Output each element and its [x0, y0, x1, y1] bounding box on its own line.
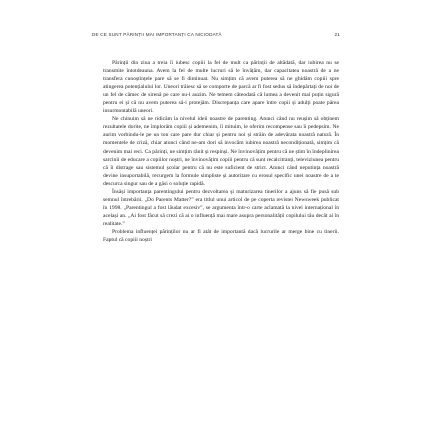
- paragraph: Ne chinuim să ne ridicăm la nivelul ideii noastre de parenting. Atunci când nu reușim să obținem rezultatele dorite, ne împlorăm copiii și ademenim, îi mituim, le oferim recompense sau îi pedepsim. Ne aurim vorbindu-le pe un ton care pare dur chiar și pentru noi și străin de adevărata noastră natură. În momentele de criză, chiar atunci când ne-am dori să invocăm iubirea noastră necondiționată, simțim că devenim mai reci. Ca părinți, ne simțim rănit și respinși. Ne învinovățim pentru că ne știm în îndeplinirea sarcinii de educare a copiilor noștri, ne învinovățim copiii pentru că sunt recalcitranți, televiziunea pentru că îi distrage sau sistemul școlar pentru că nu este suficient de strict. Atunci când neputința noastră devine insuportabilă, recurgem la formule simpliste și autoritare cu erosul specific unei noastre de a te descurca singur sau de a găsi o soluție rapidă.: [103, 116, 339, 187]
- body-text: [103, 59, 339, 244]
- paragraph: Problema influenței părinților nu ar fi atât de importantă dacă lucrurile ar merge bine cu tinerii. Faptul că copiii noștri: [103, 228, 339, 244]
- paragraph: Părinții din ziua a treia îi iubesc copiii la fel de mult ca părinții de altădată, dar iubirea nu se transmite întotdeauna. Avem la fel de multe lucruri să le învățăm, dar capacitatea noastră de a ne transfera cunoștințele pare să se fi diminuat. Nu simțim că avem puterea să ne ghidăm copiii spre atingerea potențialului lor. Uneori trăiesc să se comporte de parcă ar fi fost sedus să îndepărtați de noi de un fel de câmec de sirenă pe care nu-l auzim. Ne temem câteodată că lumea a devenit mai puțin sigură pentru ei și că nu avem puterea să-i protejăm. Discrepanța care apare între copii și adulți poate părea insurmontabilă uneori.: [103, 60, 339, 115]
- paragraph: Însăși importanța parentingului pentru dezvoltarea și maturizarea tinerilor a ajuns să fie pusă sub semnul întrebării. „Do Parents Matter?” era titlul unui articol de pe coperta revistei Newsweek publicat în 1998. „Parentingul a fost lăudat excesiv”, se argumenta într-o carte aclamată la nivel internațional în același an. „Ai fost făcut să crezi că ai o influență mai mare asupra personalității copilului tău decât ai în realitate.”: [103, 188, 339, 227]
- running-header: [92, 31, 340, 41]
- running-title: DE CE SUNT PĂRINȚII MAI IMPORTANȚI CA NICIODATĂ: [92, 32, 222, 37]
- page-number: 21: [334, 32, 340, 37]
